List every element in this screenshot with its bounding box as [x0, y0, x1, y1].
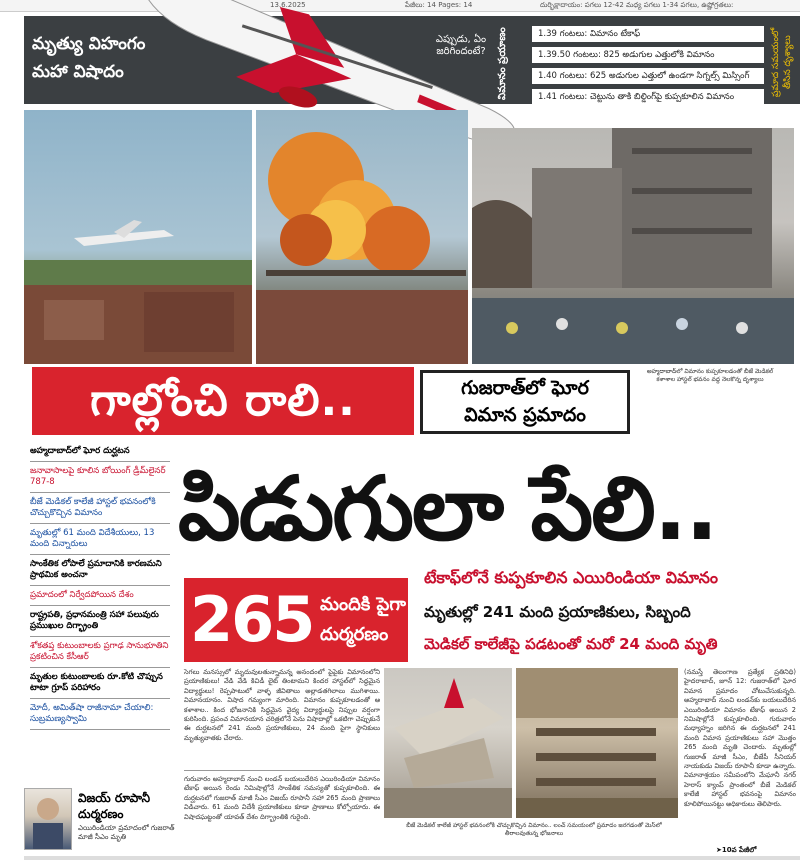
photo-mess-hall — [516, 668, 678, 818]
timeline-item: 1.40 గంటలు: 625 అడుగుల ఎత్తులో ఉండగా సిగ్నల్స్ మిస్సింగ్ — [532, 68, 764, 84]
timeline-item: 1.41 గంటలు: చెట్టును తాకి బిల్డింగ్‌పై కుప్పకూలిన విమానం — [532, 89, 764, 105]
portrait-name-line1: విజయ్ రూపానీ — [78, 791, 151, 805]
avatar-art — [25, 789, 71, 849]
left-col-item: సాంకేతిక లోపాలే ప్రమాదానికి కారణమని ప్రాథమిక అంచనా — [30, 555, 170, 586]
band-side-label: ప్రమాద సమయంలో తీసిన దృశ్యాలు — [771, 27, 793, 97]
photo-explosion — [256, 110, 468, 364]
death-toll-box — [184, 578, 408, 662]
continued-link[interactable]: ➤10వ పేజీలో — [716, 846, 757, 854]
left-column — [30, 442, 170, 730]
photo-plane-takeoff — [24, 110, 252, 364]
timeline — [532, 26, 764, 110]
portrait-description: ఎయిరిండియా ప్రమాదంలో గుజరాత్ మాజీ సీఎం మృతి — [78, 824, 175, 841]
band-question: ఎప్పుడు, ఏం జరిగిందంటే? — [435, 34, 487, 57]
left-col-item: మోదీ, అమిత్‌షా రాజీనామా చేయాలి: సుబ్రమణ్యస్వామి — [30, 699, 170, 730]
left-col-item: జనావాసాలపై కూలిన బోయింగ్ డ్రీమ్‌లైనర్ 787-8 — [30, 462, 170, 493]
timeline-item: 1.39.50 గంటలు: 825 అడుగుల ఎత్తులోకి విమానం — [532, 47, 764, 63]
gujarat-box-line2: విమాన ప్రమాదం — [464, 404, 586, 426]
death-toll-text — [320, 590, 406, 650]
weather-info: దుర్భిక్షాదాయం: పగలు 12-42 మధ్య పగలు 1-34 పగలు, ఉష్ణోగ్రతలు: — [540, 1, 734, 9]
body-paragraph-3: (నమస్తే తెలంగాణ ప్రత్యేక ప్రతినిధి) హైదరాబాద్, జూన్ 12: గుజరాత్‌లో ఘోర విమాన ప్రమాదం చోటుచేసుకున్నది. అహ్మదాబాద్ నుంచి లండన్‌కు బయలుదేరిన ఎయిరిండియా విమానం టేకాఫ్ అయిన 2 నిమిషాల్లోనే కుప్పకూలింది. గురువారం మధ్యాహ్నం జరిగిన ఈ దుర్ఘటనలో 241 మంది విమాన ప్రయాణికులు సహా మొత్తం 265 మంది మృతి చెందారు. మృతుల్లో గుజరాత్ మాజీ సీఎం, బీజేపీ సీనియర్ నాయకుడు విజయ్ రూపానీ కూడా ఉన్నారు. విమానాశ్రయం సమీపంలోని మేఘానీ నగర్ హెరాస్ క్యాంప్ ప్రాంతంలో బీజే మెడికల్ కాలేజీ హాస్టల్ భవనంపై విమానం కూలిపోయినట్టు అధికారులు తెలిపారు. — [684, 668, 796, 808]
death-toll-text-line2: దుర్మరణం — [320, 624, 389, 645]
bottom-divider — [24, 856, 800, 860]
body-paragraph-1: సెగలు మనస్సులో మృదువులతున్నామన్న అనందంలో పైపైకు విమానంలోని ప్రయాణికులు! వేడి వేడి కిచిడీ లైట్ తింటామని కిందర హాస్టల్‌లో సిద్ధమైన విద్యార్థులు! రెప్పపాటులో వాళ్ళ జీవితాలు అల్లాడతగిలాలు ముగిశాయి. విమానయానం. విషాద గమ్యంగా మారింది. విమానం కుప్పకూలడంతో ఆ కళాశాల.. కింద భోజనానికి సిద్ధమైన వైద్య విద్యార్థులపై నిప్పుల వర్షంగా కురిసింది. ప్రపంచ విమానయాన చరిత్రలోనే పెను విషాదాల్లో ఒకటిగా చెప్పుకునే ఈ దుర్ఘటనలో 241 మంది ప్రయాణికులు, 24 మంది పైగా స్థానికులు మృత్యువాతకు చేరారు. — [184, 668, 380, 742]
body-paragraph-2: గురువారం అహ్మదాబాద్ నుంచి లండన్ బయలుదేరిన ఎయిరిండియా విమానం టేకాఫ్ అయిన రెండు నిమిషాల్లోనే సాంకేతిక సమస్యతో కుప్పకూలింది. ఈ దుర్ఘటనలో గుజరాత్ మాజీ సీఎం విజయ్ రూపానీ సహా 265 మంది ప్రాణాలు విడిచారు. 61 మంది విదేశీ ప్రయాణికులు కూడా ప్రాణాలు కోల్పోయారు. ఈ విషాదఘట్టంతో యావత్ దేశం దిగ్భ్రాంతికి గురైంది. — [184, 770, 380, 822]
page-count: పేజీలు: 14 Pages: 14 — [405, 1, 473, 9]
photo-explosion-art — [256, 110, 468, 364]
band-title-line1: మృత్యు విహంగం — [32, 34, 146, 54]
subheading-3: మెడికల్ కాలేజీపై పడటంతో మరో 24 మంది మృతి — [424, 635, 718, 653]
subheading-1: టేకాఫ్‌లోనే కుప్పకూలిన ఎయిరిండియా విమానం — [424, 568, 718, 587]
timeline-item: 1.39 గంటలు: విమానం టేకాఫ్ — [532, 26, 764, 42]
timeline-label: విమానం ప్రయాణం — [497, 27, 508, 101]
wreckage-caption: బీజే మెడికల్ కాలేజీ హాస్టల్ భవనంలోకి చొచ్చుకొచ్చిన విమానం.. లంచ్ సమయంలో ప్రమాదం జరగడంతో మెస్‌లో తీరాలవుతున్న భోజనాలు — [406, 822, 662, 837]
left-col-item: రాష్ట్రపతి, ప్రధానమంత్రి సహా పలువురు ప్రముఖుల దిగ్భ్రాంతి — [30, 606, 170, 637]
photo-plane-takeoff-art — [24, 110, 252, 364]
subheading-2: మృతుల్లో 241 మంది ప్రయాణికులు, సిబ్బంది — [424, 603, 691, 621]
photo-crash-site — [472, 128, 794, 364]
death-toll-number: 265 — [190, 583, 314, 656]
main-headline: పిడుగులా పేలి.. — [178, 457, 717, 560]
gujarat-box-line1: గుజరాత్‌లో ఘోర — [461, 377, 589, 399]
issue-date: 13.6.2025 — [270, 1, 306, 9]
photo-mess-hall-art — [516, 668, 678, 818]
left-col-item: ప్రమాదంలో నిర్వేదపోయిన దేశం — [30, 586, 170, 606]
left-col-item: మృతుల్లో 61 మంది విదేశీయులు, 13 మంది చిన్నారులు — [30, 524, 170, 555]
left-col-item: శోకతప్త కుటుంబాలకు ప్రగాఢ సానుభూతిని ప్రకటించిన కేసీఆర్ — [30, 637, 170, 668]
photo-wreckage — [384, 668, 512, 818]
left-col-item: బీజే మెడికల్ కాలేజీ హాస్టల్ భవనంలోకి చొచ్చుకొచ్చిన విమానం — [30, 493, 170, 524]
left-col-item: మృతుల కుటుంబాలకు రూ.కోటి చొప్పున టాటా గ్రూప్ పరిహారం — [30, 668, 170, 699]
death-toll-text-line1: మందికి పైగా — [320, 594, 406, 615]
gujarat-box — [420, 370, 630, 434]
photo-wreckage-art — [384, 668, 512, 818]
portrait-name-line2: దుర్మరణం — [78, 807, 124, 821]
left-col-item: అహ్మదాబాద్‌లో ఘోర దుర్ఘటన — [30, 442, 170, 462]
photo-crash-site-art — [472, 128, 794, 364]
band-title-line2: మహా విషాదం — [32, 62, 124, 82]
portrait-name — [78, 790, 178, 822]
red-headline: గాల్లోంచి రాలి.. — [32, 367, 414, 435]
crash-site-caption: అహ్మదాబాద్‌లో విమానం కుప్పకూలడంతో బీజే మెడికల్ కళాశాల హాస్టల్ భవనం వద్ద నెలకొన్న దృశ్యాలు — [646, 368, 774, 383]
avatar — [24, 788, 72, 850]
